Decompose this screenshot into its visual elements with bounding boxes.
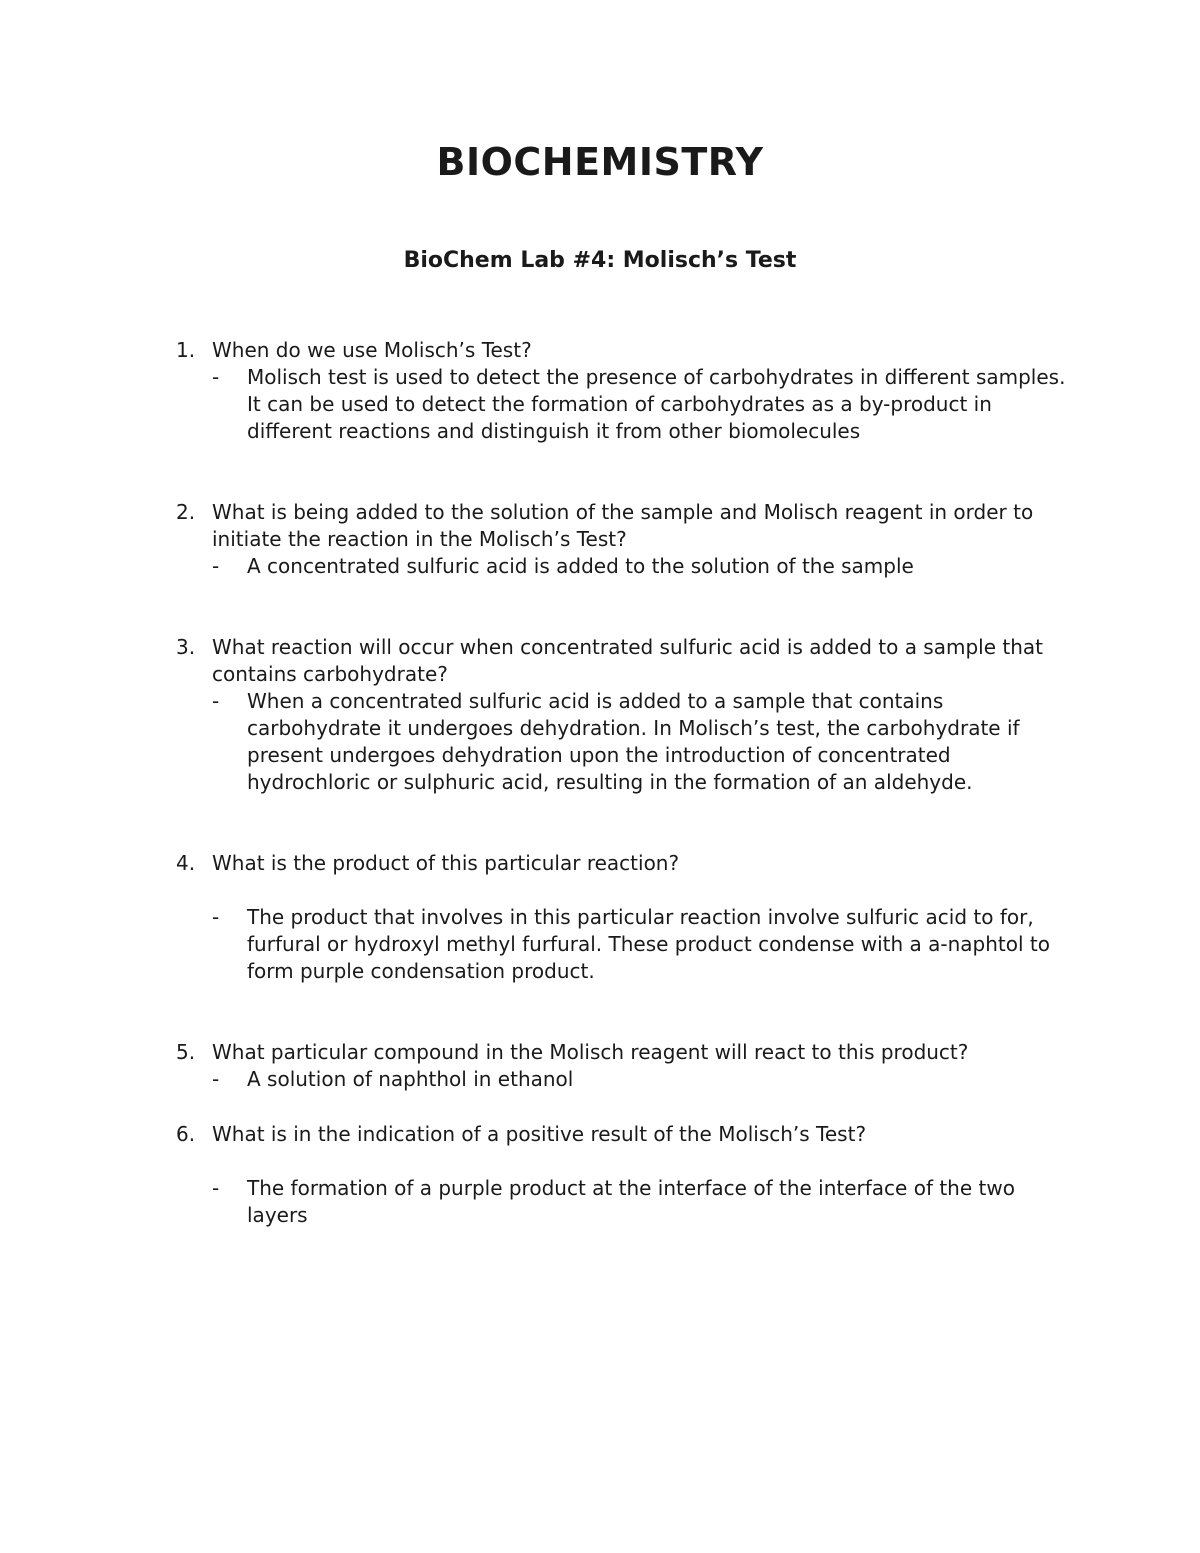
- question-text: What particular compound in the Molisch reagent will react to this product?: [212, 1040, 969, 1064]
- question-block-4: [0, 850, 1200, 985]
- answer-row: [0, 553, 1200, 580]
- answer-row: [0, 904, 1200, 985]
- answer-marker: -: [212, 905, 220, 929]
- answer-text: A solution of naphthol in ethanol: [247, 1067, 574, 1091]
- answer-text: The product that involves in this particular reaction involve sulfuric acid to for, furfural or hydroxyl methyl furfural. These product condense with a a-naphtol to form purple condensation product.: [247, 905, 1050, 983]
- answer-text: A concentrated sulfuric acid is added to the solution of the sample: [247, 554, 914, 578]
- question-text: What reaction will occur when concentrated sulfuric acid is added to a sample that contains carbohydrate?: [212, 635, 1043, 686]
- question-row: [0, 1121, 1200, 1148]
- question-text: What is in the indication of a positive result of the Molisch’s Test?: [212, 1122, 867, 1146]
- answer-marker: -: [212, 365, 220, 389]
- question-number: 6.: [176, 1122, 196, 1146]
- answer-text: The formation of a purple product at the interface of the interface of the two layers: [247, 1176, 1015, 1227]
- document-title: BIOCHEMISTRY: [436, 140, 764, 184]
- question-row: [0, 1039, 1200, 1066]
- answer-text: Molisch test is used to detect the presence of carbohydrates in different samples. It can be used to detect the formation of carbohydrates as a by-product in different reactions and distinguish it from other biomolecules: [247, 365, 1066, 443]
- answer-marker: -: [212, 1176, 220, 1200]
- answer-marker: -: [212, 689, 220, 713]
- answer-row: [0, 364, 1200, 445]
- answer-row: [0, 1175, 1200, 1229]
- question-block-1: [0, 337, 1200, 445]
- question-text: What is being added to the solution of the sample and Molisch reagent in order to initiate the reaction in the Molisch’s Test?: [212, 500, 1034, 551]
- spacer: [0, 1148, 1200, 1175]
- answer-row: [0, 688, 1200, 796]
- question-row: [0, 337, 1200, 364]
- question-number: 4.: [176, 851, 196, 875]
- question-row: [0, 850, 1200, 877]
- answer-marker: -: [212, 554, 220, 578]
- question-block-5: [0, 1039, 1200, 1093]
- question-row: [0, 499, 1200, 553]
- spacer: [0, 877, 1200, 904]
- question-number: 3.: [176, 635, 196, 659]
- question-number: 2.: [176, 500, 196, 524]
- question-block-2: [0, 499, 1200, 580]
- answer-marker: -: [212, 1067, 220, 1091]
- question-block-3: [0, 634, 1200, 796]
- question-block-6: [0, 1121, 1200, 1229]
- document-subtitle: BioChem Lab #4: Molisch’s Test: [403, 248, 797, 273]
- question-number: 5.: [176, 1040, 196, 1064]
- question-number: 1.: [176, 338, 196, 362]
- answer-row: [0, 1066, 1200, 1093]
- question-text: When do we use Molisch’s Test?: [212, 338, 532, 362]
- question-row: [0, 634, 1200, 688]
- question-text: What is the product of this particular reaction?: [212, 851, 680, 875]
- answer-text: When a concentrated sulfuric acid is added to a sample that contains carbohydrate it undergoes dehydration. In Molisch’s test, the carbohydrate if present undergoes dehydration upon the introduction of concentrated hydrochloric or sulphuric acid, resulting in the formation of an aldehyde.: [247, 689, 1020, 794]
